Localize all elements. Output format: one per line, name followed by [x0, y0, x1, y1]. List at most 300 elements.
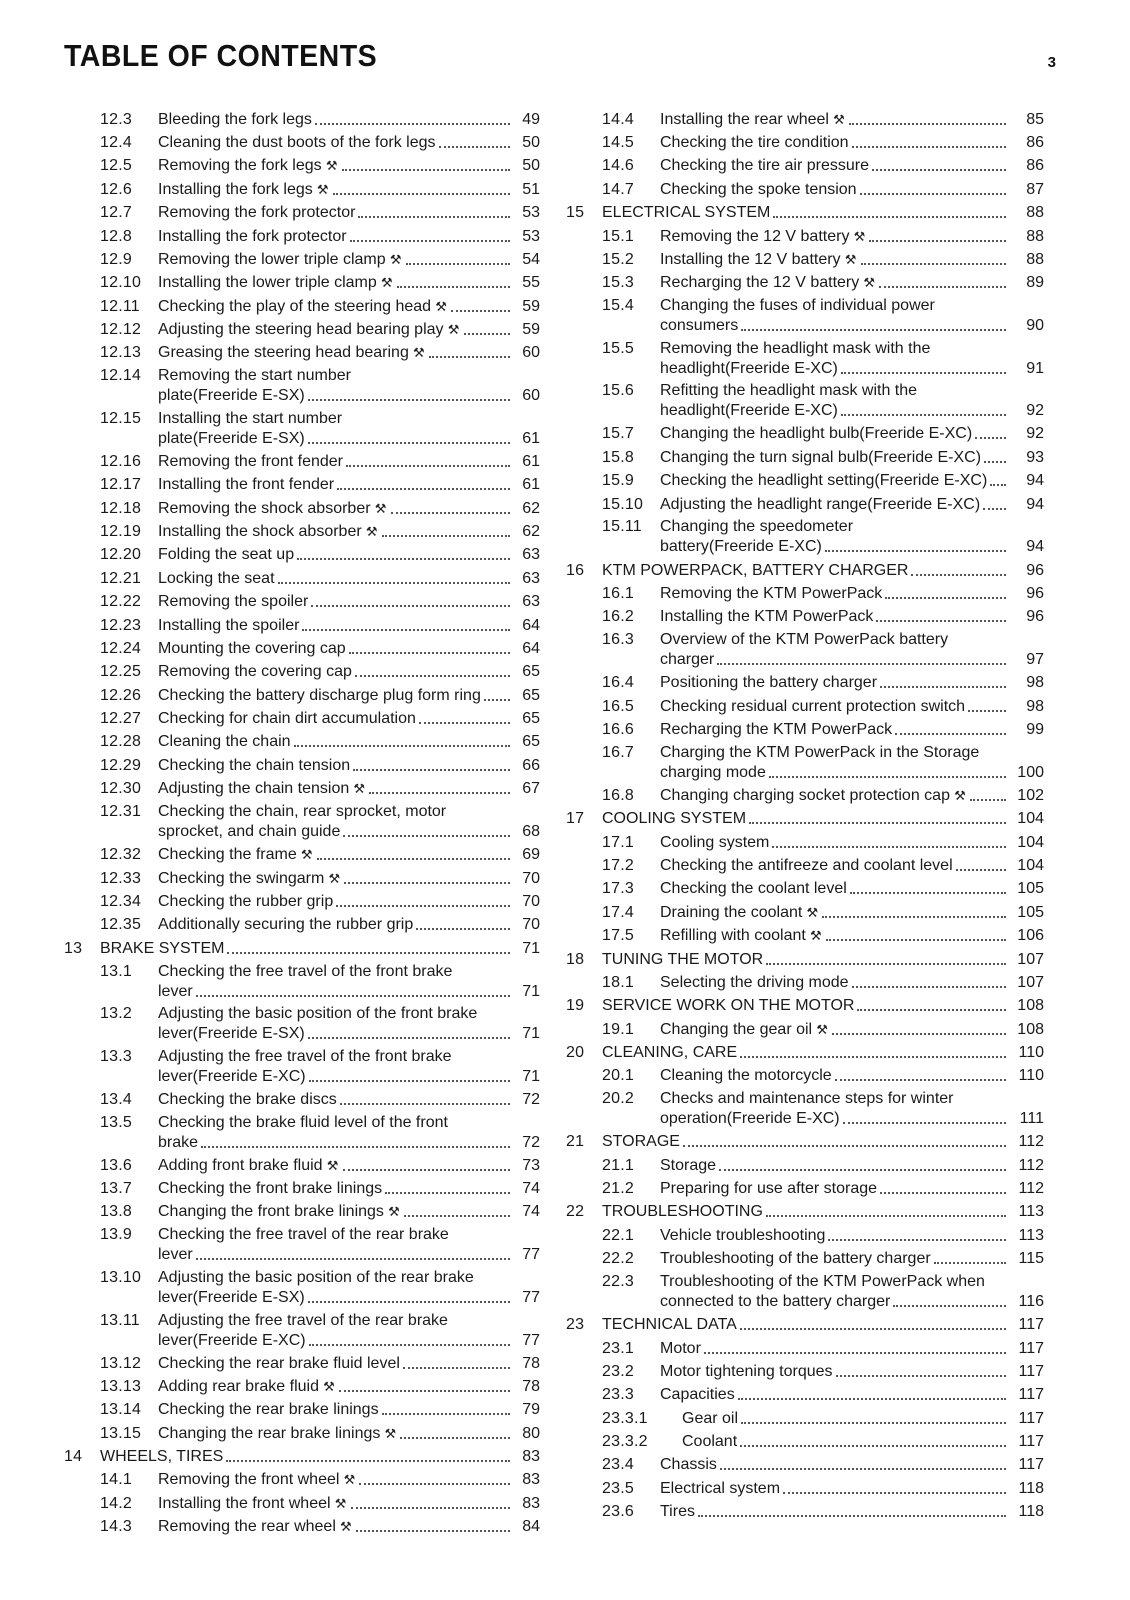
toc-page-number: 97 [1026, 651, 1044, 669]
toc-entry[interactable] [64, 1375, 540, 1398]
toc-entry[interactable] [566, 878, 1044, 901]
toc-entry-number: 23.4 [602, 1456, 634, 1474]
toc-entry[interactable] [64, 408, 540, 451]
toc-entry-body [660, 156, 1044, 176]
toc-entry-title: Installing the fork legs [158, 180, 313, 198]
toc-entry-title-cont: charger [660, 651, 715, 669]
toc-entry[interactable] [566, 1360, 1044, 1383]
toc-entry[interactable] [566, 784, 1044, 807]
toc-entry[interactable] [64, 450, 540, 473]
toc-page-number: 99 [1026, 720, 1044, 738]
leader-dots [876, 620, 1006, 622]
toc-entry-number: 20 [566, 1044, 585, 1062]
toc-entry-body [158, 133, 540, 153]
toc-entry-line [158, 273, 540, 293]
leader-dots [419, 722, 510, 724]
toc-entry-title: Adjusting the chain tension [158, 780, 350, 798]
toc-page-number: 117 [1018, 1409, 1044, 1427]
toc-page-number: 69 [522, 846, 540, 864]
toc-entry[interactable] [566, 718, 1044, 741]
toc-entry-title: Checks and maintenance steps for winter [660, 1090, 954, 1108]
toc-entry-body [158, 1470, 540, 1490]
toc-entry[interactable] [64, 1516, 540, 1539]
toc-page-number: 62 [522, 523, 540, 541]
toc-entry-body [660, 1156, 1044, 1176]
toc-page-number: 116 [1018, 1293, 1044, 1311]
toc-entry-title: Checking the antifreeze and coolant level [660, 857, 953, 875]
toc-entry[interactable] [64, 474, 540, 497]
toc-entry-number: 18.1 [602, 973, 634, 991]
leader-dots [861, 263, 1006, 265]
toc-entry[interactable] [566, 1407, 1044, 1430]
toc-page-number: 65 [522, 686, 540, 704]
toc-entry-body [660, 607, 1044, 627]
toc-entry[interactable] [64, 272, 540, 295]
toc-entry[interactable] [64, 1046, 540, 1089]
toc-entry-line [158, 709, 540, 729]
toc-chapter-entry[interactable] [566, 995, 1044, 1018]
toc-entry-body [660, 424, 1044, 444]
toc-entry-number: 17.4 [602, 903, 634, 921]
toc-entry-body [158, 869, 540, 889]
toc-entry-body [660, 926, 1044, 946]
toc-entry[interactable] [64, 684, 540, 707]
toc-page-number: 64 [522, 639, 540, 657]
toc-entry-number: 19.1 [602, 1020, 634, 1038]
toc-entry[interactable] [64, 1399, 540, 1422]
toc-entry-body [602, 809, 1044, 829]
toc-entry[interactable] [64, 544, 540, 567]
toc-entry[interactable] [566, 854, 1044, 877]
toc-entry-line [660, 537, 1044, 557]
toc-entry[interactable] [566, 423, 1044, 446]
toc-entry-number: 23 [566, 1316, 585, 1334]
toc-entry-title: Checking the rear brake linings [158, 1401, 379, 1419]
toc-page-number: 70 [522, 892, 540, 910]
toc-entry-body [602, 1315, 1044, 1335]
toc-entry-title: Cleaning the chain [158, 733, 291, 751]
toc-page-number: 70 [522, 869, 540, 887]
toc-entry[interactable] [64, 591, 540, 614]
leader-dots [880, 686, 1006, 688]
toc-entry[interactable] [566, 606, 1044, 629]
leader-dots [740, 1445, 1006, 1447]
toc-page-number: 108 [1017, 1020, 1044, 1038]
toc-entry[interactable] [64, 1201, 540, 1224]
leader-dots [278, 582, 510, 584]
toc-entry[interactable] [64, 1111, 540, 1154]
toc-entry-line [660, 650, 1044, 670]
toc-entry[interactable] [64, 248, 540, 271]
toc-page-number: 100 [1017, 763, 1044, 781]
toc-entry[interactable] [64, 778, 540, 801]
leader-dots [822, 916, 1006, 918]
toc-entry-title: Draining the coolant [660, 903, 803, 921]
toc-entry-body [158, 802, 540, 842]
toc-page-number: 118 [1018, 1503, 1044, 1521]
toc-entry[interactable] [566, 831, 1044, 854]
toc-entry[interactable] [64, 914, 540, 937]
toc-entry-body [158, 1090, 540, 1110]
toc-entry[interactable] [566, 1337, 1044, 1360]
toc-entry-title: SERVICE WORK ON THE MOTOR [602, 997, 855, 1015]
toc-entry-line [602, 1315, 1044, 1335]
toc-entry[interactable] [64, 202, 540, 225]
toc-entry[interactable] [64, 1154, 540, 1177]
toc-entry[interactable] [64, 1492, 540, 1515]
leader-dots [719, 1169, 1006, 1171]
toc-entry-number: 15.10 [602, 495, 644, 513]
toc-chapter-entry[interactable] [566, 1041, 1044, 1064]
toc-entry[interactable] [64, 520, 540, 543]
toc-entry-title: Locking the seat [158, 569, 275, 587]
leader-dots [349, 652, 510, 654]
toc-entry-title: Charging the KTM PowerPack in the Storage [660, 743, 980, 761]
toc-page-number: 72 [522, 1133, 540, 1151]
toc-entry-title: Checking the chain tension [158, 756, 351, 774]
toc-entry-body [158, 273, 540, 293]
toc-entry-title: Changing the fuses of individual power [660, 297, 935, 315]
toc-entry-line [158, 1288, 540, 1308]
leader-dots [766, 1215, 1006, 1217]
toc-entry[interactable] [566, 516, 1044, 559]
toc-entry[interactable] [64, 365, 540, 408]
toc-page-number: 117 [1018, 1433, 1044, 1451]
wrench-icon: ⚒ [353, 781, 366, 797]
leader-dots [226, 1460, 510, 1462]
toc-chapter-entry[interactable] [64, 1445, 540, 1468]
toc-entry-line [158, 1133, 540, 1153]
toc-entry-body [158, 452, 540, 472]
toc-entry-line [660, 973, 1044, 993]
toc-entry-body [158, 1424, 540, 1444]
toc-entry[interactable] [64, 1224, 540, 1267]
toc-entry-line [158, 892, 540, 912]
toc-entry-number: 12.31 [100, 803, 142, 821]
toc-entry[interactable] [566, 1454, 1044, 1477]
toc-entry-line [158, 662, 540, 682]
leader-dots [382, 535, 510, 537]
toc-entry-title-cont: lever [158, 1246, 193, 1264]
toc-entry[interactable] [64, 1352, 540, 1375]
toc-entry[interactable] [566, 901, 1044, 924]
leader-dots [346, 465, 510, 467]
toc-entry-body [660, 786, 1044, 806]
toc-entry[interactable] [64, 614, 540, 637]
toc-entry[interactable] [64, 801, 540, 844]
toc-entry-line [158, 320, 540, 340]
toc-entry-body [158, 1156, 540, 1176]
toc-entry-number: 12.10 [100, 274, 142, 292]
leader-dots [836, 1375, 1006, 1377]
wrench-icon: ⚒ [334, 1495, 347, 1511]
toc-entry-title-cont: headlight(Freeride E-XC) [660, 359, 838, 377]
toc-entry-line [158, 732, 540, 752]
toc-page-number: 61 [522, 452, 540, 470]
toc-entry-title: Removing the fork protector [158, 204, 356, 222]
leader-dots [355, 675, 510, 677]
toc-entry[interactable] [64, 108, 540, 131]
toc-entry-number: 12.27 [100, 710, 142, 728]
toc-page-number: 111 [1019, 1110, 1044, 1128]
toc-entry-number: 15.8 [602, 448, 634, 466]
toc-entry-title: Adding rear brake fluid [158, 1377, 319, 1395]
toc-entry[interactable] [64, 890, 540, 913]
toc-entry[interactable] [64, 731, 540, 754]
toc-entry-line [158, 297, 540, 317]
toc-entry-line [158, 1331, 540, 1351]
toc-entry-number: 15.1 [602, 227, 634, 245]
toc-entry-body [660, 720, 1044, 740]
toc-entry[interactable] [566, 338, 1044, 381]
toc-entry-body [660, 1362, 1044, 1382]
toc-entry[interactable] [566, 1154, 1044, 1177]
toc-entry-number: 12.13 [100, 344, 142, 362]
toc-entry-line [660, 926, 1044, 946]
toc-entry-body [660, 743, 1044, 783]
toc-entry[interactable] [566, 924, 1044, 947]
toc-entry-number: 23.1 [602, 1339, 634, 1357]
toc-entry-line [660, 1156, 1044, 1176]
toc-entry[interactable] [566, 248, 1044, 271]
toc-entry[interactable] [64, 661, 540, 684]
toc-entry[interactable] [64, 1177, 540, 1200]
toc-entry[interactable] [566, 1018, 1044, 1041]
toc-entry-title: Installing the rear wheel [660, 110, 829, 128]
toc-entry[interactable] [566, 295, 1044, 338]
toc-chapter-entry[interactable] [566, 1201, 1044, 1224]
toc-entry[interactable] [566, 178, 1044, 201]
leader-dots [339, 1390, 510, 1392]
toc-entry-line [660, 1066, 1044, 1086]
toc-entry-title: TECHNICAL DATA [602, 1316, 737, 1334]
toc-entry-line [660, 1226, 1044, 1246]
toc-entry-title: Installing the fork protector [158, 227, 347, 245]
toc-page-number: 50 [522, 157, 540, 175]
wrench-icon: ⚒ [816, 1021, 828, 1037]
toc-page-number: 92 [1026, 402, 1044, 420]
leader-dots [895, 733, 1006, 735]
leader-dots [342, 169, 510, 171]
toc-page-number: 112 [1018, 1180, 1044, 1198]
toc-entry-line [158, 1024, 540, 1044]
toc-chapter-entry[interactable] [566, 202, 1044, 225]
toc-entry[interactable] [566, 1088, 1044, 1131]
toc-entry[interactable] [64, 754, 540, 777]
leader-dots [404, 1215, 510, 1217]
toc-entry[interactable] [64, 1088, 540, 1111]
leader-dots [869, 240, 1006, 242]
toc-entry-body [660, 180, 1044, 200]
toc-entry-line [158, 1245, 540, 1265]
toc-entry[interactable] [64, 131, 540, 154]
toc-entry-body [660, 1066, 1044, 1086]
toc-entry[interactable] [64, 225, 540, 248]
wrench-icon: ⚒ [413, 345, 425, 361]
toc-entry[interactable] [566, 493, 1044, 516]
leader-dots [783, 1492, 1006, 1494]
leader-dots [484, 699, 510, 701]
toc-entry[interactable] [64, 1309, 540, 1352]
toc-entry[interactable] [566, 469, 1044, 492]
toc-entry[interactable] [566, 1065, 1044, 1088]
toc-entry-line [158, 686, 540, 706]
toc-entry[interactable] [566, 272, 1044, 295]
toc-entry[interactable] [566, 1477, 1044, 1500]
toc-entry[interactable] [566, 131, 1044, 154]
toc-entry-body [158, 1311, 540, 1351]
leader-dots [315, 123, 510, 125]
toc-entry-body [660, 273, 1044, 293]
toc-entry-body [158, 250, 540, 270]
toc-entry[interactable] [566, 742, 1044, 785]
toc-page-number: 71 [522, 939, 540, 957]
toc-entry-number: 12.21 [100, 569, 142, 587]
toc-entry[interactable] [566, 971, 1044, 994]
toc-column-right [566, 108, 1044, 1524]
toc-entry-number: 13 [64, 939, 83, 957]
toc-entry[interactable] [64, 342, 540, 365]
toc-entry[interactable] [566, 1177, 1044, 1200]
toc-entry-title: Motor tightening torques [660, 1362, 833, 1380]
toc-entry-number: 22.3 [602, 1273, 634, 1291]
toc-entry-title: Checking the brake discs [158, 1090, 337, 1108]
leader-dots [294, 745, 510, 747]
toc-entry[interactable] [64, 295, 540, 318]
toc-page-number: 62 [522, 499, 540, 517]
toc-page-number: 83 [522, 1471, 540, 1489]
toc-entry-body [158, 592, 540, 612]
toc-entry-title: Checking the rear brake fluid level [158, 1354, 400, 1372]
toc-entry-body [660, 250, 1044, 270]
toc-entry[interactable] [566, 380, 1044, 423]
toc-entry[interactable] [64, 637, 540, 660]
toc-entry[interactable] [64, 960, 540, 1003]
toc-entry-line [158, 110, 540, 130]
toc-entry[interactable] [64, 843, 540, 866]
toc-page-number: 65 [522, 663, 540, 681]
toc-entry[interactable] [566, 1501, 1044, 1524]
toc-entry-body [660, 517, 1044, 557]
leader-dots [353, 769, 510, 771]
toc-entry-number: 15.9 [602, 472, 634, 490]
toc-entry-line [660, 720, 1044, 740]
toc-entry-title: Checking the spoke tension [660, 180, 857, 198]
toc-chapter-entry[interactable] [64, 937, 540, 960]
toc-entry-line [660, 316, 1044, 336]
toc-entry[interactable] [64, 1003, 540, 1046]
toc-entry[interactable] [64, 1267, 540, 1310]
toc-entry-number: 23.2 [602, 1362, 634, 1380]
wrench-icon: ⚒ [844, 251, 857, 267]
toc-entry[interactable] [566, 1224, 1044, 1247]
toc-chapter-entry[interactable] [566, 1131, 1044, 1154]
toc-entry[interactable] [64, 1469, 540, 1492]
toc-entry-number: 16.2 [602, 608, 634, 626]
toc-entry[interactable] [566, 108, 1044, 131]
toc-entry[interactable] [64, 567, 540, 590]
wrench-icon: ⚒ [810, 928, 822, 944]
toc-entry[interactable] [566, 629, 1044, 672]
toc-entry[interactable] [566, 695, 1044, 718]
toc-entry-title: Vehicle troubleshooting [660, 1226, 826, 1244]
toc-entry[interactable] [64, 867, 540, 890]
toc-entry-line [660, 1339, 1044, 1359]
toc-entry-title: Adding front brake fluid [158, 1156, 323, 1174]
toc-entry-title: TROUBLESHOOTING [602, 1203, 763, 1221]
toc-entry-title: BRAKE SYSTEM [100, 939, 225, 957]
leader-dots [841, 414, 1006, 416]
toc-page-number: 65 [522, 710, 540, 728]
toc-entry-body [158, 1354, 540, 1374]
toc-entry[interactable] [566, 1248, 1044, 1271]
toc-entry-title: Checking the front brake linings [158, 1180, 383, 1198]
toc-entry-line [660, 471, 1044, 491]
toc-chapter-entry[interactable] [566, 948, 1044, 971]
toc-entry[interactable] [566, 1430, 1044, 1453]
toc-entry-number: 22.2 [602, 1250, 634, 1268]
toc-entry[interactable] [64, 318, 540, 341]
toc-entry-line [602, 1132, 1044, 1152]
toc-entry[interactable] [64, 178, 540, 201]
toc-entry[interactable] [566, 672, 1044, 695]
toc-entry-number: 12.17 [100, 476, 142, 494]
toc-entry-number: 12.32 [100, 846, 142, 864]
toc-chapter-entry[interactable] [566, 1314, 1044, 1337]
toc-entry-number: 12.22 [100, 593, 142, 611]
toc-entry-body [660, 879, 1044, 899]
toc-entry[interactable] [64, 155, 540, 178]
leader-dots [852, 986, 1006, 988]
toc-entry[interactable] [566, 155, 1044, 178]
toc-entry-number: 12.29 [100, 756, 142, 774]
toc-entry-title: Installing the lower triple clamp [158, 274, 377, 292]
toc-entry-title: Refitting the headlight mask with the [660, 382, 918, 400]
toc-entry-title: Installing the start number [158, 409, 343, 427]
toc-page-number: 63 [522, 546, 540, 564]
toc-page-number: 90 [1026, 317, 1044, 335]
toc-page-number: 112 [1018, 1156, 1044, 1174]
wrench-icon: ⚒ [954, 787, 966, 803]
toc-entry-title: Tires [660, 1503, 695, 1521]
toc-entry[interactable] [566, 1271, 1044, 1314]
toc-entry-line [602, 809, 1044, 829]
toc-chapter-entry[interactable] [566, 559, 1044, 582]
toc-entry[interactable] [566, 225, 1044, 248]
toc-entry[interactable] [566, 1384, 1044, 1407]
leader-dots [196, 1258, 510, 1260]
toc-entry-number: 16.8 [602, 786, 634, 804]
toc-entry-body [660, 1089, 1044, 1129]
toc-entry-body [158, 1268, 540, 1308]
toc-entry-number: 12.23 [100, 616, 142, 634]
toc-entry-line [660, 1292, 1044, 1312]
toc-entry-line [158, 429, 540, 449]
toc-entry-title: Removing the covering cap [158, 663, 352, 681]
toc-entry-body [660, 1020, 1044, 1040]
toc-entry[interactable] [64, 497, 540, 520]
toc-entry[interactable] [64, 1422, 540, 1445]
leader-dots [879, 286, 1006, 288]
toc-entry-title-cont: consumers [660, 317, 739, 335]
toc-entry-number: 12.11 [100, 297, 140, 315]
toc-entry[interactable] [566, 446, 1044, 469]
toc-chapter-entry[interactable] [566, 808, 1044, 831]
toc-entry[interactable] [566, 582, 1044, 605]
toc-entry-number: 17.5 [602, 927, 634, 945]
toc-entry[interactable] [64, 707, 540, 730]
toc-entry-body [602, 561, 1044, 581]
